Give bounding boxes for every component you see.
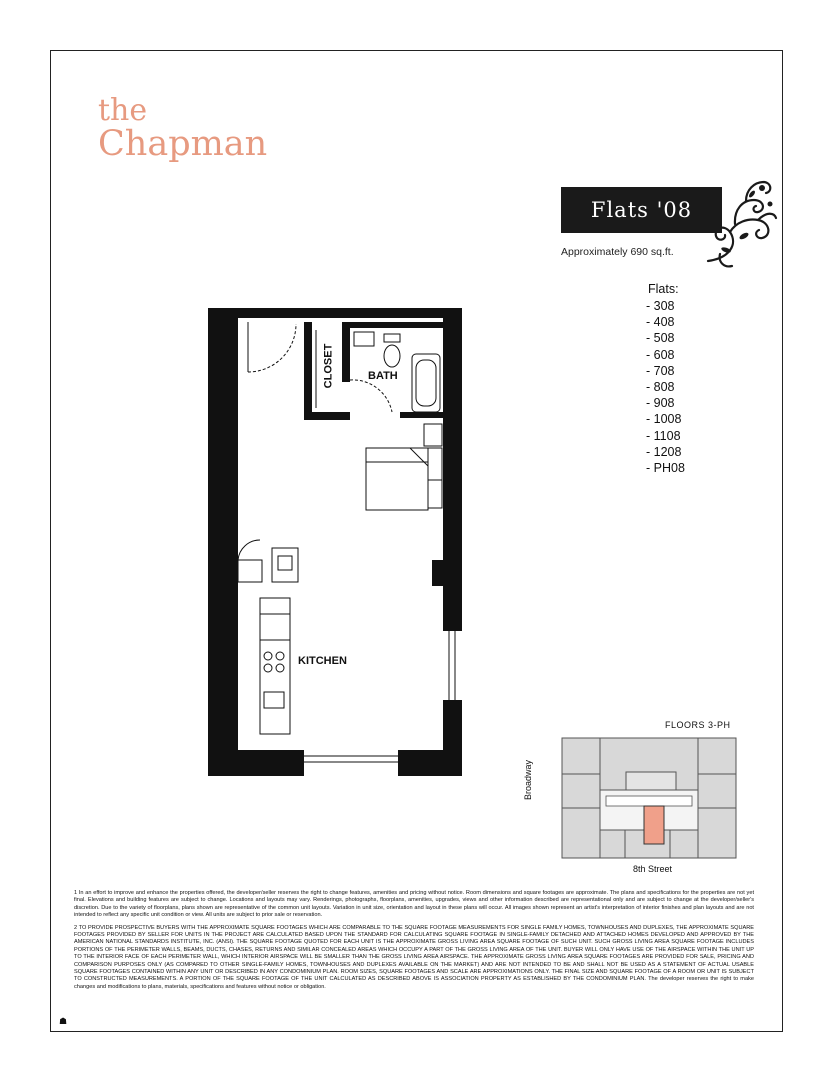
plan-title: Flats '08 — [590, 198, 693, 222]
approx-size-text: Approximately 690 sq.ft. — [561, 246, 674, 258]
list-item: - 508 — [646, 331, 675, 346]
room-label-bath: BATH — [368, 370, 398, 382]
floors-label: FLOORS 3-PH — [665, 720, 731, 730]
disclaimer-notes — [74, 890, 754, 996]
flourish-ornament-icon — [700, 166, 780, 276]
room-label-closet: CLOSET — [322, 343, 335, 389]
list-item: - 608 — [646, 347, 675, 362]
list-item: - 408 — [646, 315, 675, 330]
plan-title-banner — [561, 187, 722, 233]
highlighted-unit — [644, 806, 664, 844]
brand-logo — [98, 93, 268, 164]
list-item: - PH08 — [646, 461, 685, 476]
brand-logo-line2: Chapman — [98, 124, 268, 164]
list-item: - 808 — [646, 380, 675, 395]
list-item: - 308 — [646, 299, 675, 313]
flats-unit-list — [646, 298, 685, 476]
flats-heading: Flats: — [648, 282, 679, 296]
unit-floor-plan — [200, 300, 470, 780]
disclaimer-note-2: 2 TO PROVIDE PROSPECTIVE BUYERS WITH THE APPROXIMATE SQUARE FOOTAGES WHICH ARE COMPARABLE TO THE SQUARE FOOTAGE MEASUREMENTS FOR SINGLE FAMILY HOMES, TOWNHOUSES AND DUPLEXES, THE APPROXIMATE SQUARE FOOTAGES PROVIDED BY SELLER FOR UNITS IN THE PROJECT ARE CALCULATED BASED UPON THE STANDARD FOR CALCULATING SQUARE FOOTAGE IN SINGLE-FAMILY DETACHED AND ATTACHED HOMES DEVELOPED AND APPROVED BY THE AMERICAN NATIONAL STANDARDS INSTITUTE, INC. (ANSI). THE SQUARE FOOTAGE QUOTED FOR EACH UNIT IS THE APPROXIMATE GROSS LIVING AREA SQUARE FOOTAGE OF SUCH UNIT. SUCH GROSS LIVING AREA SQUARE FOOTAGE INCLUDES PORTIONS OF THE PERIMETER WALLS, BEAMS, DUCTS, CHASES, RETURNS AND SIMILAR CONCEALED AREAS WHICH OCCUPY A PART OF THE GROSS LIVING AREA OF THE UNIT. BUYER WILL ONLY HAVE USE OF THE AIRSPACE WITHIN THE UNIT UP TO THE INTERIOR FACE OF EACH PERIMETER WALL, WHICH INTERIOR AIRSPACE WILL BE SMALLER THAN THE GROSS LIVING AREA AIRSPACE. THE APPROXIMATE GROSS LIVING AREA SQUARE FOOTAGES ARE PROVIDED FOR SALE, PRICING AND COMPARISON PURPOSES ONLY (AS COMPARED TO OTHER SINGLE-FAMILY HOMES, TOWNHOUSES AND DUPLEXES AVAILABLE ON THE MARKET) AND ARE NOT INTENDED TO BE AND SHALL NOT BE USED AS A STATEMENT OF ACTUAL USABLE SQUARE FOOTAGES CONTAINED WITHIN ANY UNIT OR DESCRIBED IN ANY CONDOMINIUM PLAN. ROOM SIZES, SQUARE FOOTAGES AND SCALE ARE APPROXIMATIONS ONLY. THE FINAL SIZE AND SQUARE FOOTAGE OF A ROOM OR UNIT IS SUBJECT TO CONSTRUCTED MEASUREMENTS. A PORTION OF THE SQUARE FOOTAGE OF THE UNIT CALCULATED AS DESCRIBED ABOVE IS ASSOCIATION PROPERTY AS ESTABLISHED BY THE CONDOMINIUM PLAN. The developer reserves the right to make changes and modifications to plans, materials, specifications and features without notice or obligation. — [74, 924, 754, 990]
list-item: - 1108 — [646, 428, 681, 443]
building-key-plan — [540, 730, 740, 870]
list-item: - 708 — [646, 363, 675, 378]
street-label-8th: 8th Street — [633, 864, 673, 874]
list-item: - 1008 — [646, 412, 682, 427]
disclaimer-note-1: 1 In an effort to improve and enhance the properties offered, the developer/seller reserves the right to change features, amenities and pricing without notice. Room dimensions and square footages are approximate. The plans and specifications for the properties are not yet final. Elevations and building features are subject to change. Locations and layouts may vary. Renderings, photographs, floorplans, amenities, upgrades, views and other information described are representational only and are subject to change at the developer/seller's discretion. Due to the variety of floorplans, plans shown are representative of the common unit layouts. Variation in unit size, orientation and layout in these plans will occur. All images shown represent an artist's interpretation of interior finishes and plan layouts and are not intended to reflect any specific unit condition or view. All units are subject to prior sale or reservation. — [74, 890, 754, 919]
list-item: - 1208 — [646, 444, 682, 459]
brand-logo-line1: the — [98, 93, 148, 128]
equal-housing-icon: ☗ — [59, 1016, 68, 1026]
list-item: - 908 — [646, 396, 675, 411]
street-label-broadway: Broadway — [523, 759, 533, 800]
room-label-kitchen: KITCHEN — [298, 655, 347, 667]
